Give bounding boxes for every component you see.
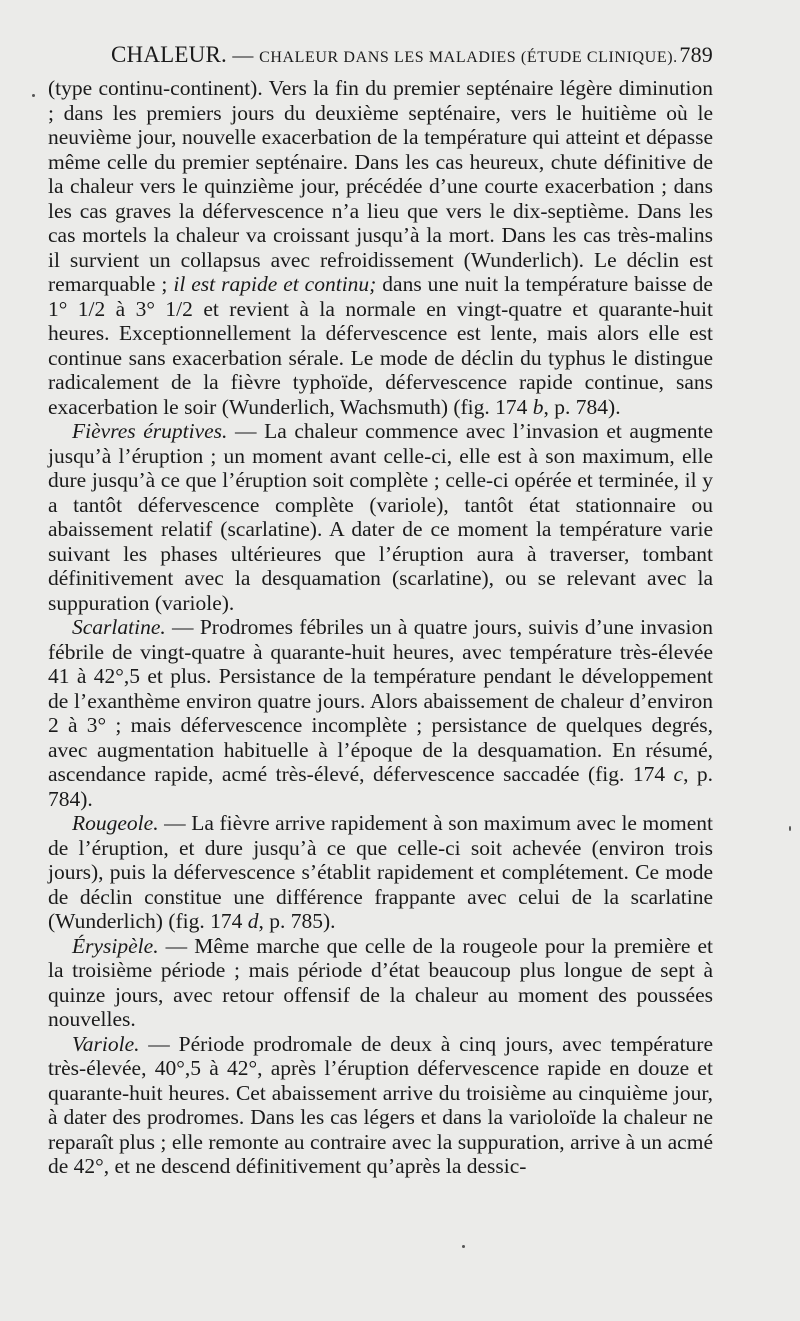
section-heading: Érysipèle. xyxy=(72,933,159,958)
paragraph-typhus: (type continu-continent). Vers la fin du premier septénaire légère diminution ; dans les premiers jours du deuxième septénaire, vers le huitième où le neuvième jour, nouvelle exacerbation de la température qui atteint et dépasse même celle du premier septénaire. Dans les cas heureux, chute définitive de la chaleur vers le quinzième jour, précédée d’une courte exacerbation ; dans les cas graves la défervescence n’a lieu que vers le dix-septième. Dans les cas mortels la chaleur va croissant jusqu’à la mort. Dans les cas très-malins il survient un collapsus avec refroidissement (Wunderlich). Le déclin est remarquable ; il est rapide et continu; dans une nuit la température baisse de 1° 1/2 à 3° 1/2 et revient à la normale en vingt-quatre et quarante-huit heures. Exceptionnellement la défervescence est lente, mais alors elle est continue sans exacerbation sérale. Le mode de déclin du typhus le distingue radicalement de la fièvre typhoïde, défervescence rapide continue, sans exacerbation le soir (Wunderlich, Wachsmuth) (fig. 174 b, p. 784). xyxy=(48,76,713,419)
paragraph-fievres-eruptives: Fièvres éruptives. — La chaleur commence avec l’invasion et augmente jusqu’à l’éruption ; un moment avant celle-ci, elle est à son maximum, elle dure jusqu’à ce que l’éruption soit complète ; celle-ci opérée et terminée, il y a tantôt défervescence complète (variole), tantôt état stationnaire ou abaissement relatif (scarlatine). A dater de ce moment la température varie suivant les phases ultérieures que l’éruption aura à traverser, tombant définitivement avec la desquamation (scarlatine), ou se relevant avec la suppuration (variole). xyxy=(48,419,714,615)
section-heading: Fièvres éruptives. xyxy=(72,419,228,443)
section-heading: Rougeole. xyxy=(72,811,159,835)
paragraph-rougeole: Rougeole. — La fièvre arrive rapidement à son maximum avec le moment de l’éruption, et dure jusqu’à ce que celle-ci soit achevée (environ trois jours), puis la défervescence s’établit rapidement et complétement. Ce mode de déclin constitue une différence frappante avec celui de la scarlatine (Wunderlich) (fig. 174 d, p. 785). xyxy=(48,811,713,933)
print-speck xyxy=(462,1245,465,1248)
page-number: 789 xyxy=(679,42,713,67)
print-speck xyxy=(32,94,35,97)
paragraph-erysipele: Érysipèle. — Même marche que celle de la rougeole pour la première et la troisième période ; mais période d’état beaucoup plus longue de sept à quinze jours, avec retour offensif de la chaleur au moment des poussées nouvelles. xyxy=(48,933,713,1031)
section-heading: Scarlatine. xyxy=(72,615,166,639)
print-speck xyxy=(789,826,791,831)
running-header xyxy=(48,42,713,74)
running-title: CHALEUR. — CHALEUR DANS LES MALADIES (ÉTUDE CLINIQUE). xyxy=(111,42,678,67)
paragraph-scarlatine: Scarlatine. — Prodromes fébriles un à quatre jours, suivis d’une invasion fébrile de vingt-quatre à quarante-huit heures, avec température très-élevée 41 à 42°,5 et plus. Persistance de la température pendant le développement de l’exanthème environ quatre jours. Alors abaissement de chaleur d’environ 2 à 3° ; mais défervescence incomplète ; persistance de quelques degrés, avec augmentation habituelle à l’époque de la desquamation. En résumé, ascendance rapide, acmé très-élevé, défervescence saccadée (fig. 174 c, p. 784). xyxy=(48,615,713,811)
page-body xyxy=(48,76,713,1179)
section-heading: Variole. xyxy=(72,1031,140,1056)
paragraph-variole: Variole. — Période prodromale de deux à cinq jours, avec température très-élevée, 40°,5 à 42°, après l’éruption défervescence rapide en douze et quarante-huit heures. Cet abaissement arrive du troisième au cinquième jour, à dater des prodromes. Dans les cas légers et dans la varioloïde la chaleur ne reparaît plus ; elle remonte au contraire avec la suppuration, arrive à un acmé de 42°, et ne descend définitivement qu’après la dessic- xyxy=(48,1031,713,1178)
